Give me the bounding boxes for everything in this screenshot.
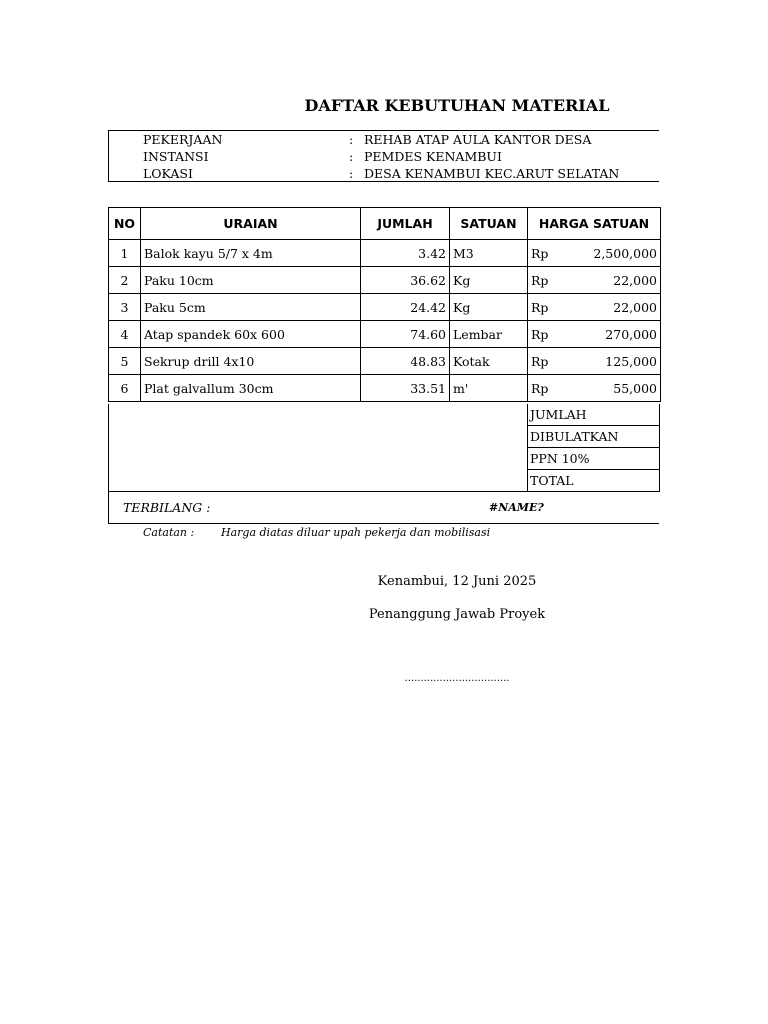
value-lokasi: DESA KENAMBUI KEC.ARUT SELATAN — [364, 166, 620, 181]
col-header-jumlah: JUMLAH — [361, 208, 450, 240]
table-header-row — [109, 208, 661, 240]
row-jumlah: 24.42 — [361, 294, 450, 321]
row-uraian: Plat galvallum 30cm — [141, 375, 361, 402]
row-uraian: Sekrup drill 4x10 — [141, 348, 361, 375]
total-label-ppn: PPN 10% — [527, 448, 660, 470]
total-label-jumlah: JUMLAH — [527, 404, 660, 426]
table-row — [109, 240, 661, 267]
price: 55,000 — [613, 380, 657, 396]
signature-line: ................................. — [404, 673, 510, 684]
document-title: DAFTAR KEBUTUHAN MATERIAL — [304, 96, 610, 115]
label-lokasi: LOKASI — [143, 166, 193, 181]
price: 22,000 — [613, 299, 657, 315]
row-no: 1 — [109, 240, 141, 267]
terbilang-value: #NAME? — [489, 501, 544, 514]
row-uraian: Balok kayu 5/7 x 4m — [141, 240, 361, 267]
row-no: 6 — [109, 375, 141, 402]
colon: : — [349, 132, 354, 147]
value-instansi: PEMDES KENAMBUI — [364, 149, 502, 164]
price: 22,000 — [613, 272, 657, 288]
row-no: 4 — [109, 321, 141, 348]
row-harga — [528, 348, 661, 375]
table-row — [109, 348, 661, 375]
label-instansi: INSTANSI — [143, 149, 209, 164]
row-jumlah: 36.62 — [361, 267, 450, 294]
terbilang-label: TERBILANG : — [123, 500, 211, 515]
price: 125,000 — [605, 353, 657, 369]
currency: Rp — [531, 380, 549, 396]
currency: Rp — [531, 272, 549, 288]
table-row — [109, 321, 661, 348]
row-satuan: Lembar — [450, 321, 528, 348]
total-label-total: TOTAL — [527, 470, 660, 492]
table-left-border — [108, 404, 109, 492]
material-table — [108, 207, 661, 402]
currency: Rp — [531, 299, 549, 315]
signer-title: Penanggung Jawab Proyek — [368, 607, 546, 622]
colon: : — [349, 166, 354, 181]
row-harga — [528, 267, 661, 294]
total-label-dibulatkan: DIBULATKAN — [527, 426, 660, 448]
row-satuan: Kg — [450, 294, 528, 321]
row-harga — [528, 294, 661, 321]
table-row — [109, 375, 661, 402]
row-satuan: Kotak — [450, 348, 528, 375]
col-header-harga-satuan: HARGA SATUAN — [528, 208, 661, 240]
row-jumlah: 33.51 — [361, 375, 450, 402]
row-jumlah: 3.42 — [361, 240, 450, 267]
row-uraian: Paku 5cm — [141, 294, 361, 321]
row-jumlah: 48.83 — [361, 348, 450, 375]
row-uraian: Atap spandek 60x 600 — [141, 321, 361, 348]
row-satuan: Kg — [450, 267, 528, 294]
row-satuan: M3 — [450, 240, 528, 267]
price: 2,500,000 — [593, 245, 657, 261]
catatan-label: Catatan : — [143, 526, 195, 539]
row-harga — [528, 240, 661, 267]
currency: Rp — [531, 245, 549, 261]
colon: : — [349, 149, 354, 164]
currency: Rp — [531, 326, 549, 342]
place-date: Kenambui, 12 Juni 2025 — [377, 574, 537, 589]
row-no: 5 — [109, 348, 141, 375]
table-row — [109, 294, 661, 321]
catatan-text: Harga diatas diluar upah pekerja dan mobilisasi — [221, 526, 491, 539]
price: 270,000 — [605, 326, 657, 342]
row-uraian: Paku 10cm — [141, 267, 361, 294]
col-header-uraian: URAIAN — [141, 208, 361, 240]
label-pekerjaan: PEKERJAAN — [143, 132, 223, 147]
row-harga — [528, 321, 661, 348]
col-header-satuan: SATUAN — [450, 208, 528, 240]
row-satuan: m' — [450, 375, 528, 402]
row-harga — [528, 375, 661, 402]
project-info-box — [108, 130, 659, 182]
terbilang-box — [108, 491, 659, 524]
value-pekerjaan: REHAB ATAP AULA KANTOR DESA — [364, 132, 592, 147]
row-no: 2 — [109, 267, 141, 294]
table-row — [109, 267, 661, 294]
currency: Rp — [531, 353, 549, 369]
row-no: 3 — [109, 294, 141, 321]
row-jumlah: 74.60 — [361, 321, 450, 348]
col-header-no: NO — [109, 208, 141, 240]
